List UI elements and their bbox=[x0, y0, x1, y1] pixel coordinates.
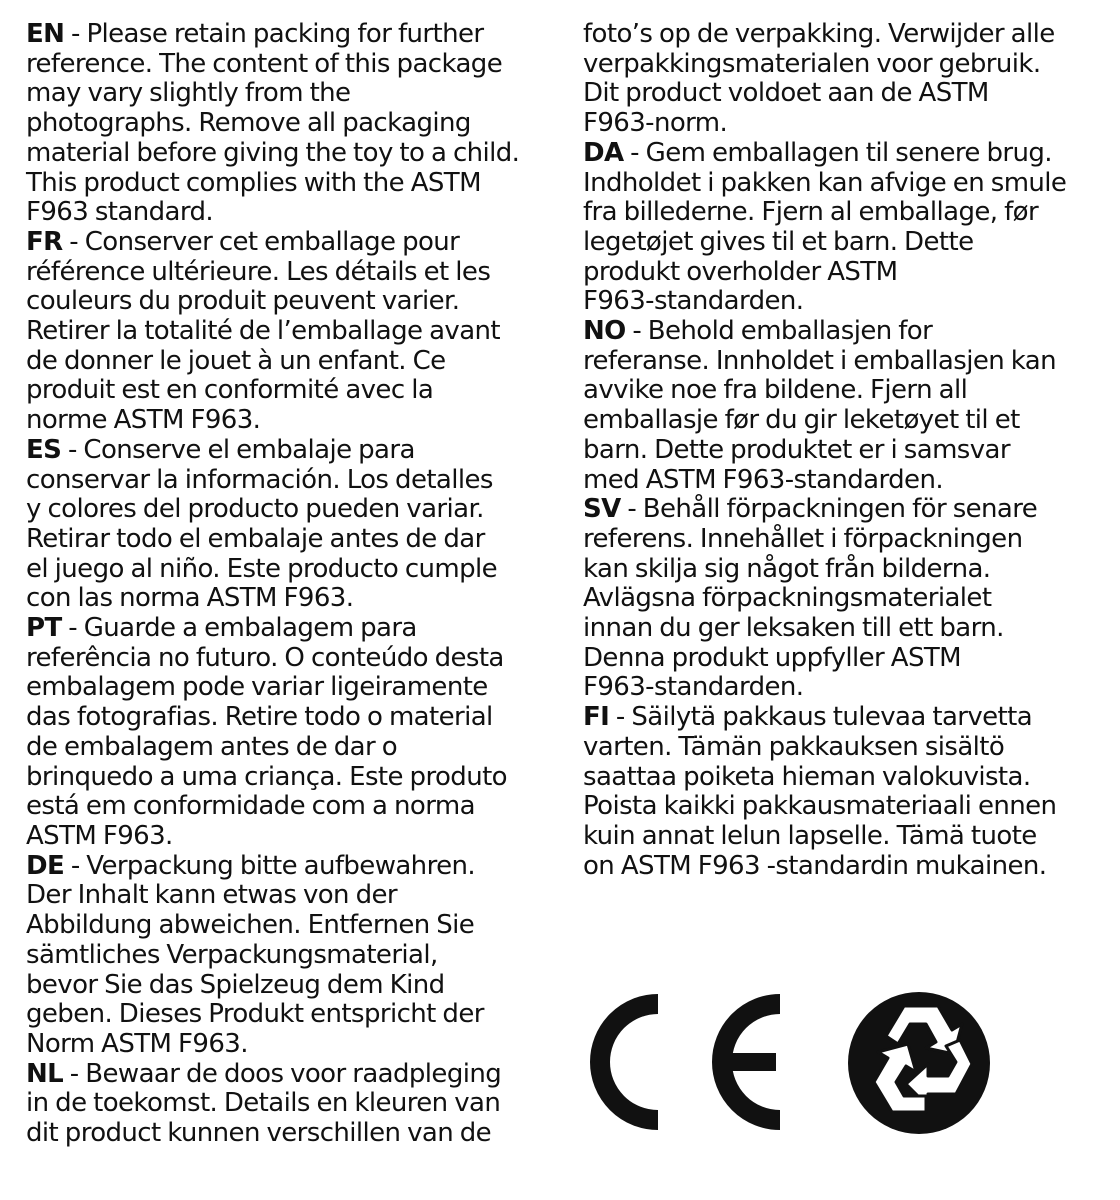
text-line bbox=[583, 436, 1103, 466]
line-text: brinquedo a uma criança. Este produto bbox=[26, 761, 507, 792]
text-line bbox=[583, 406, 1103, 436]
line-text: norme ASTM F963. bbox=[26, 405, 261, 436]
line-text: photographs. Remove all packaging bbox=[26, 108, 471, 139]
line-text: Avlägsna förpackningsmaterialet bbox=[583, 583, 992, 614]
line-text: Dit product voldoet aan de ASTM bbox=[583, 78, 989, 109]
text-line bbox=[26, 644, 566, 674]
text-line bbox=[26, 1060, 566, 1090]
language-block-da bbox=[583, 139, 1103, 317]
language-block-sv bbox=[583, 495, 1103, 703]
line-text: saattaa poiketa hieman valokuvista. bbox=[583, 761, 1031, 792]
text-line bbox=[583, 703, 1103, 733]
text-line bbox=[583, 50, 1103, 80]
text-line bbox=[26, 495, 566, 525]
text-line bbox=[26, 317, 566, 347]
line-text: barn. Dette produktet er i samsvar bbox=[583, 434, 1010, 465]
separator: - bbox=[64, 19, 87, 49]
line-text: F963 standard. bbox=[26, 197, 214, 228]
text-line bbox=[583, 614, 1103, 644]
text-line bbox=[583, 317, 1103, 347]
line-text: legetøjet gives til et barn. Dette bbox=[583, 226, 974, 257]
separator: - bbox=[63, 1058, 86, 1089]
language-block-pt bbox=[26, 614, 566, 852]
language-code: NO bbox=[583, 316, 626, 347]
line-text: référence ultérieure. Les détails et les bbox=[26, 256, 491, 287]
line-text: F963-standarden. bbox=[583, 286, 804, 317]
line-text: verpakkingsmaterialen voor gebruik. bbox=[583, 48, 1041, 79]
line-text: Der Inhalt kann etwas von der bbox=[26, 880, 397, 911]
line-text: dit product kunnen verschillen van de bbox=[26, 1118, 492, 1149]
certification-marks bbox=[580, 990, 1010, 1140]
line-text: Retirer la totalité de l’emballage avant bbox=[26, 316, 501, 347]
text-line bbox=[26, 763, 566, 793]
language-block-es bbox=[26, 436, 566, 614]
separator: - bbox=[61, 434, 84, 465]
separator: - bbox=[609, 702, 632, 733]
text-line bbox=[26, 287, 566, 317]
line-text: in de toekomst. Details en kleuren van bbox=[26, 1088, 501, 1119]
text-line bbox=[26, 376, 566, 406]
line-text: embalagem pode variar ligeiramente bbox=[26, 672, 488, 703]
text-line bbox=[26, 466, 566, 496]
text-line bbox=[26, 852, 566, 882]
line-text: varten. Tämän pakkauksen sisältö bbox=[583, 731, 1005, 762]
language-block-continued bbox=[583, 20, 1103, 139]
line-text: y colores del producto pueden variar. bbox=[26, 494, 484, 525]
line-text: Behåll förpackningen för senare bbox=[642, 494, 1038, 525]
text-line bbox=[583, 20, 1103, 50]
line-text: med ASTM F963-standarden. bbox=[583, 464, 943, 495]
line-text: F963-norm. bbox=[583, 108, 728, 139]
text-line bbox=[26, 258, 566, 288]
line-text: innan du ger leksaken till ett barn. bbox=[583, 613, 1004, 644]
line-text: produkt overholder ASTM bbox=[583, 256, 898, 287]
text-line bbox=[583, 79, 1103, 109]
text-line bbox=[26, 1030, 566, 1060]
line-text: conservar la información. Los detalles bbox=[26, 464, 493, 495]
line-text: This product complies with the ASTM bbox=[26, 167, 481, 198]
line-text: das fotografias. Retire todo o material bbox=[26, 702, 493, 733]
separator: - bbox=[64, 850, 87, 881]
text-line bbox=[583, 258, 1103, 288]
line-text: kan skilja sig något från bilderna. bbox=[583, 553, 991, 584]
language-block-de bbox=[26, 852, 566, 1060]
language-code: ES bbox=[26, 434, 62, 465]
line-text: may vary slightly from the bbox=[26, 78, 351, 109]
text-column-right bbox=[583, 20, 1103, 881]
text-line bbox=[26, 1089, 566, 1119]
line-text: Gem emballagen til senere brug. bbox=[645, 137, 1052, 168]
line-text: fra billederne. Fjern al emballage, før bbox=[583, 197, 1039, 228]
text-line bbox=[26, 79, 566, 109]
text-line bbox=[583, 733, 1103, 763]
line-text: está em conformidade com a norma bbox=[26, 791, 475, 822]
text-column-left bbox=[26, 20, 566, 1149]
text-line bbox=[26, 584, 566, 614]
line-text: Säilytä pakkaus tulevaa tarvetta bbox=[631, 702, 1033, 733]
line-text: Conserve el embalaje para bbox=[83, 434, 415, 465]
line-text: emballasje før du gir leketøyet til et bbox=[583, 405, 1020, 436]
language-block-fi bbox=[583, 703, 1103, 881]
text-line bbox=[26, 50, 566, 80]
line-text: de donner le jouet à un enfant. Ce bbox=[26, 345, 446, 376]
recycle-icon bbox=[846, 990, 992, 1136]
language-code: NL bbox=[26, 1058, 64, 1089]
line-text: foto’s op de verpakking. Verwijder alle bbox=[583, 19, 1055, 49]
line-text: el juego al niño. Este producto cumple bbox=[26, 553, 498, 584]
language-block-fr bbox=[26, 228, 566, 436]
separator: - bbox=[625, 316, 648, 347]
text-line bbox=[26, 555, 566, 585]
line-text: referência no futuro. O conteúdo desta bbox=[26, 642, 504, 673]
line-text: reference. The content of this package bbox=[26, 48, 503, 79]
text-line bbox=[583, 109, 1103, 139]
text-line bbox=[26, 911, 566, 941]
text-line bbox=[26, 436, 566, 466]
line-text: Retirar todo el embalaje antes de dar bbox=[26, 523, 485, 554]
line-text: referens. Innehållet i förpackningen bbox=[583, 523, 1023, 554]
text-line bbox=[583, 466, 1103, 496]
text-line bbox=[583, 287, 1103, 317]
line-text: Denna produkt uppfyller ASTM bbox=[583, 642, 961, 673]
text-line bbox=[583, 376, 1103, 406]
line-text: Conserver cet emballage pour bbox=[84, 226, 460, 257]
separator: - bbox=[61, 613, 84, 644]
line-text: Indholdet i pakken kan afvige en smule bbox=[583, 167, 1067, 198]
text-line bbox=[26, 109, 566, 139]
line-text: F963-standarden. bbox=[583, 672, 804, 703]
line-text: con las norma ASTM F963. bbox=[26, 583, 354, 614]
line-text: Behold emballasjen for bbox=[647, 316, 933, 347]
text-line bbox=[26, 614, 566, 644]
line-text: Norm ASTM F963. bbox=[26, 1028, 248, 1059]
language-code: FR bbox=[26, 226, 63, 257]
text-line bbox=[26, 228, 566, 258]
text-line bbox=[26, 139, 566, 169]
text-line bbox=[26, 20, 566, 50]
text-line bbox=[583, 822, 1103, 852]
text-line bbox=[26, 673, 566, 703]
language-code: DA bbox=[583, 137, 624, 168]
text-line bbox=[26, 1000, 566, 1030]
line-text: geben. Dieses Produkt entspricht der bbox=[26, 999, 484, 1030]
separator: - bbox=[623, 137, 646, 168]
line-text: sämtliches Verpackungsmaterial, bbox=[26, 939, 438, 970]
text-line bbox=[26, 941, 566, 971]
text-line bbox=[26, 733, 566, 763]
language-code: SV bbox=[583, 494, 621, 525]
line-text: Verpackung bitte aufbewahren. bbox=[86, 850, 476, 881]
text-line bbox=[26, 971, 566, 1001]
text-line bbox=[583, 673, 1103, 703]
text-line bbox=[583, 495, 1103, 525]
line-text: couleurs du produit peuvent varier. bbox=[26, 286, 460, 317]
line-text: bevor Sie das Spielzeug dem Kind bbox=[26, 969, 445, 1000]
text-line bbox=[583, 852, 1103, 882]
line-text: material before giving the toy to a child. bbox=[26, 137, 520, 168]
text-line bbox=[583, 584, 1103, 614]
language-code: DE bbox=[26, 850, 65, 881]
language-block-no bbox=[583, 317, 1103, 495]
text-line bbox=[26, 347, 566, 377]
text-line bbox=[583, 763, 1103, 793]
line-text: Bewaar de doos voor raadpleging bbox=[85, 1058, 502, 1089]
separator: - bbox=[62, 226, 85, 257]
text-line bbox=[26, 1119, 566, 1149]
text-line bbox=[583, 139, 1103, 169]
language-block-nl bbox=[26, 1060, 566, 1149]
line-text: produit est en conformité avec la bbox=[26, 375, 434, 406]
text-line bbox=[583, 347, 1103, 377]
text-line bbox=[583, 555, 1103, 585]
text-line bbox=[26, 881, 566, 911]
ce-mark-icon bbox=[580, 992, 790, 1132]
text-line bbox=[26, 792, 566, 822]
language-code: FI bbox=[583, 702, 610, 733]
line-text: Guarde a embalagem para bbox=[83, 613, 417, 644]
separator: - bbox=[620, 494, 643, 525]
line-text: on ASTM F963 -standardin mukainen. bbox=[583, 850, 1047, 881]
language-block-en bbox=[26, 20, 566, 228]
line-text: Abbildung abweichen. Entfernen Sie bbox=[26, 910, 475, 941]
text-line bbox=[26, 822, 566, 852]
text-line bbox=[26, 169, 566, 199]
line-text: avvike noe fra bildene. Fjern all bbox=[583, 375, 968, 406]
text-line bbox=[26, 525, 566, 555]
line-text: Poista kaikki pakkausmateriaali ennen bbox=[583, 791, 1057, 822]
text-line bbox=[26, 703, 566, 733]
text-line bbox=[583, 228, 1103, 258]
line-text: ASTM F963. bbox=[26, 820, 173, 851]
text-line bbox=[583, 198, 1103, 228]
text-line bbox=[583, 525, 1103, 555]
text-line bbox=[583, 169, 1103, 199]
text-line bbox=[26, 406, 566, 436]
text-line bbox=[583, 644, 1103, 674]
text-line bbox=[583, 792, 1103, 822]
line-text: referanse. Innholdet i emballasjen kan bbox=[583, 345, 1056, 376]
language-code: PT bbox=[26, 613, 62, 644]
line-text: de embalagem antes de dar o bbox=[26, 731, 398, 762]
line-text: Please retain packing for further bbox=[86, 19, 484, 49]
text-line bbox=[26, 198, 566, 228]
line-text: kuin annat lelun lapselle. Tämä tuote bbox=[583, 820, 1037, 851]
language-code: EN bbox=[26, 19, 65, 49]
